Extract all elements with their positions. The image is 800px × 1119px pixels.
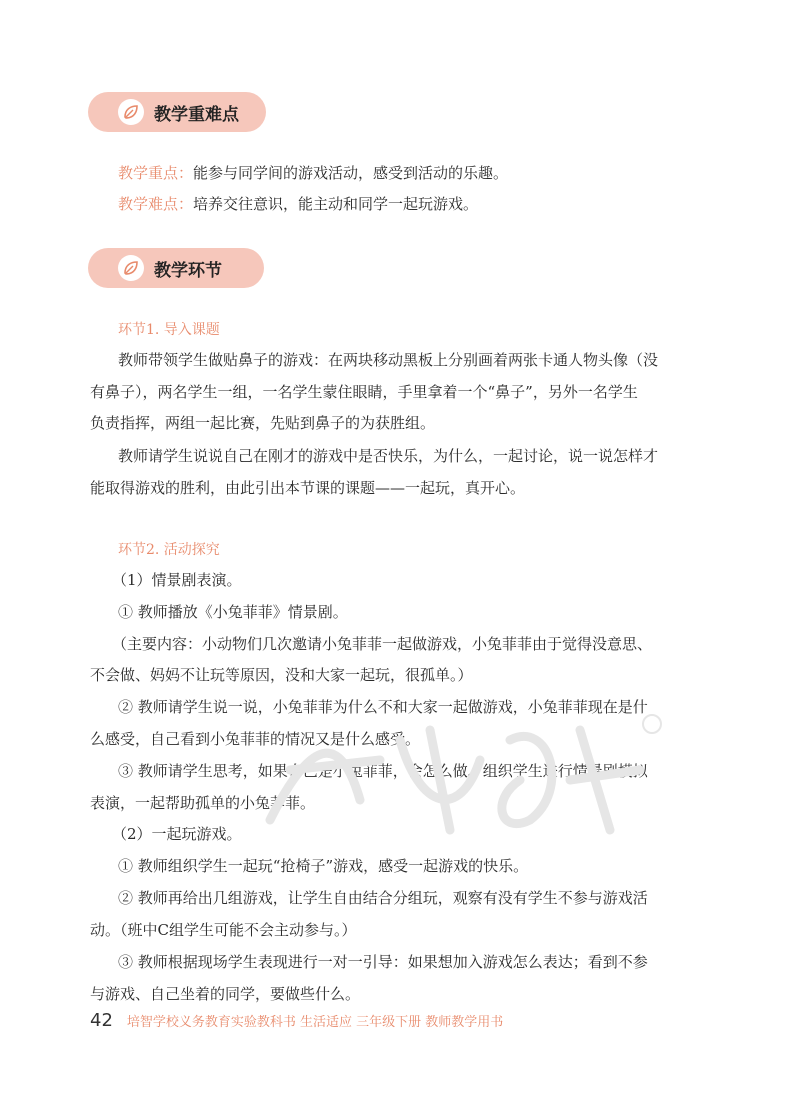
step1-p1-line: 负责指挥，两组一起比赛，先贴到鼻子的为获胜组。 (90, 414, 436, 432)
step1-p1-line: 有鼻子），两名学生一组，一名学生蒙住眼睛，手里拿着一个“鼻子”，另外一名学生 (90, 383, 638, 401)
section-title-difficulty: 教学重难点 (154, 104, 239, 125)
step2-line: ③ 教师根据现场学生表现进行一对一引导：如果想加入游戏怎么表达；看到不参 (118, 953, 648, 971)
step2-line: （1）情景剧表演。 (112, 571, 242, 589)
step2-line: （主要内容：小动物们几次邀请小兔菲菲一起做游戏，小兔菲菲由于觉得没意思、 (112, 635, 653, 653)
step2-line: ① 教师播放《小兔菲菲》情景剧。 (118, 603, 348, 621)
page-number: 42 (90, 1009, 113, 1031)
leaf-icon (118, 99, 144, 125)
step2-line: ③ 教师请学生思考，如果自己是小兔菲菲，会怎么做。组织学生进行情景剧模拟 (118, 762, 648, 780)
step1-p2-line: 教师请学生说说自己在刚才的游戏中是否快乐，为什么，一起讨论，说一说怎样才 (118, 447, 659, 465)
step2-line: ① 教师组织学生一起玩“抢椅子”游戏，感受一起游戏的快乐。 (118, 857, 529, 875)
step2-line: 与游戏、自己坐着的同学，要做些什么。 (90, 985, 361, 1003)
step2-heading: 环节2. 活动探究 (118, 542, 220, 558)
section-title-process: 教学环节 (154, 260, 222, 281)
step2-line: 不会做、妈妈不让玩等原因，没和大家一起玩，很孤单。） (90, 666, 473, 684)
step2-line: 么感受，自己看到小兔菲菲的情况又是什么感受。 (90, 730, 421, 748)
hard-point-text: 培养交往意识，能主动和同学一起玩游戏。 (193, 195, 479, 213)
step2-line: 表演，一起帮助孤单的小兔菲菲。 (90, 794, 316, 812)
step1-p1-line: 教师带领学生做贴鼻子的游戏：在两块移动黑板上分别画着两张卡通人物头像（没 (118, 351, 659, 369)
step1-heading: 环节1. 导入课题 (118, 322, 220, 338)
key-point-label: 教学重点： (118, 164, 194, 182)
section-badge-process (88, 248, 264, 288)
step1-p2-line: 能取得游戏的胜利，由此引出本节课的课题——一起玩，真开心。 (90, 479, 526, 497)
key-point-line (118, 163, 508, 183)
step2-line: ② 教师请学生说一说，小兔菲菲为什么不和大家一起做游戏，小兔菲菲现在是什 (118, 698, 648, 716)
step2-line: ② 教师再给出几组游戏，让学生自由结合分组玩，观察有没有学生不参与游戏活 (118, 889, 648, 907)
key-point-text: 能参与同学间的游戏活动，感受到活动的乐趣。 (193, 164, 509, 182)
step2-line: 动。（班中C组学生可能不会主动参与。） (90, 921, 357, 939)
step2-line: （2）一起玩游戏。 (112, 825, 242, 843)
book-title: 培智学校义务教育实验教科书 生活适应 三年级下册 教师教学用书 (126, 1014, 504, 1030)
leaf-icon (118, 255, 144, 281)
hard-point-label: 教学难点： (118, 195, 194, 213)
hard-point-line (118, 194, 478, 214)
section-badge-difficulty (88, 92, 266, 132)
page-footer (90, 1008, 503, 1032)
